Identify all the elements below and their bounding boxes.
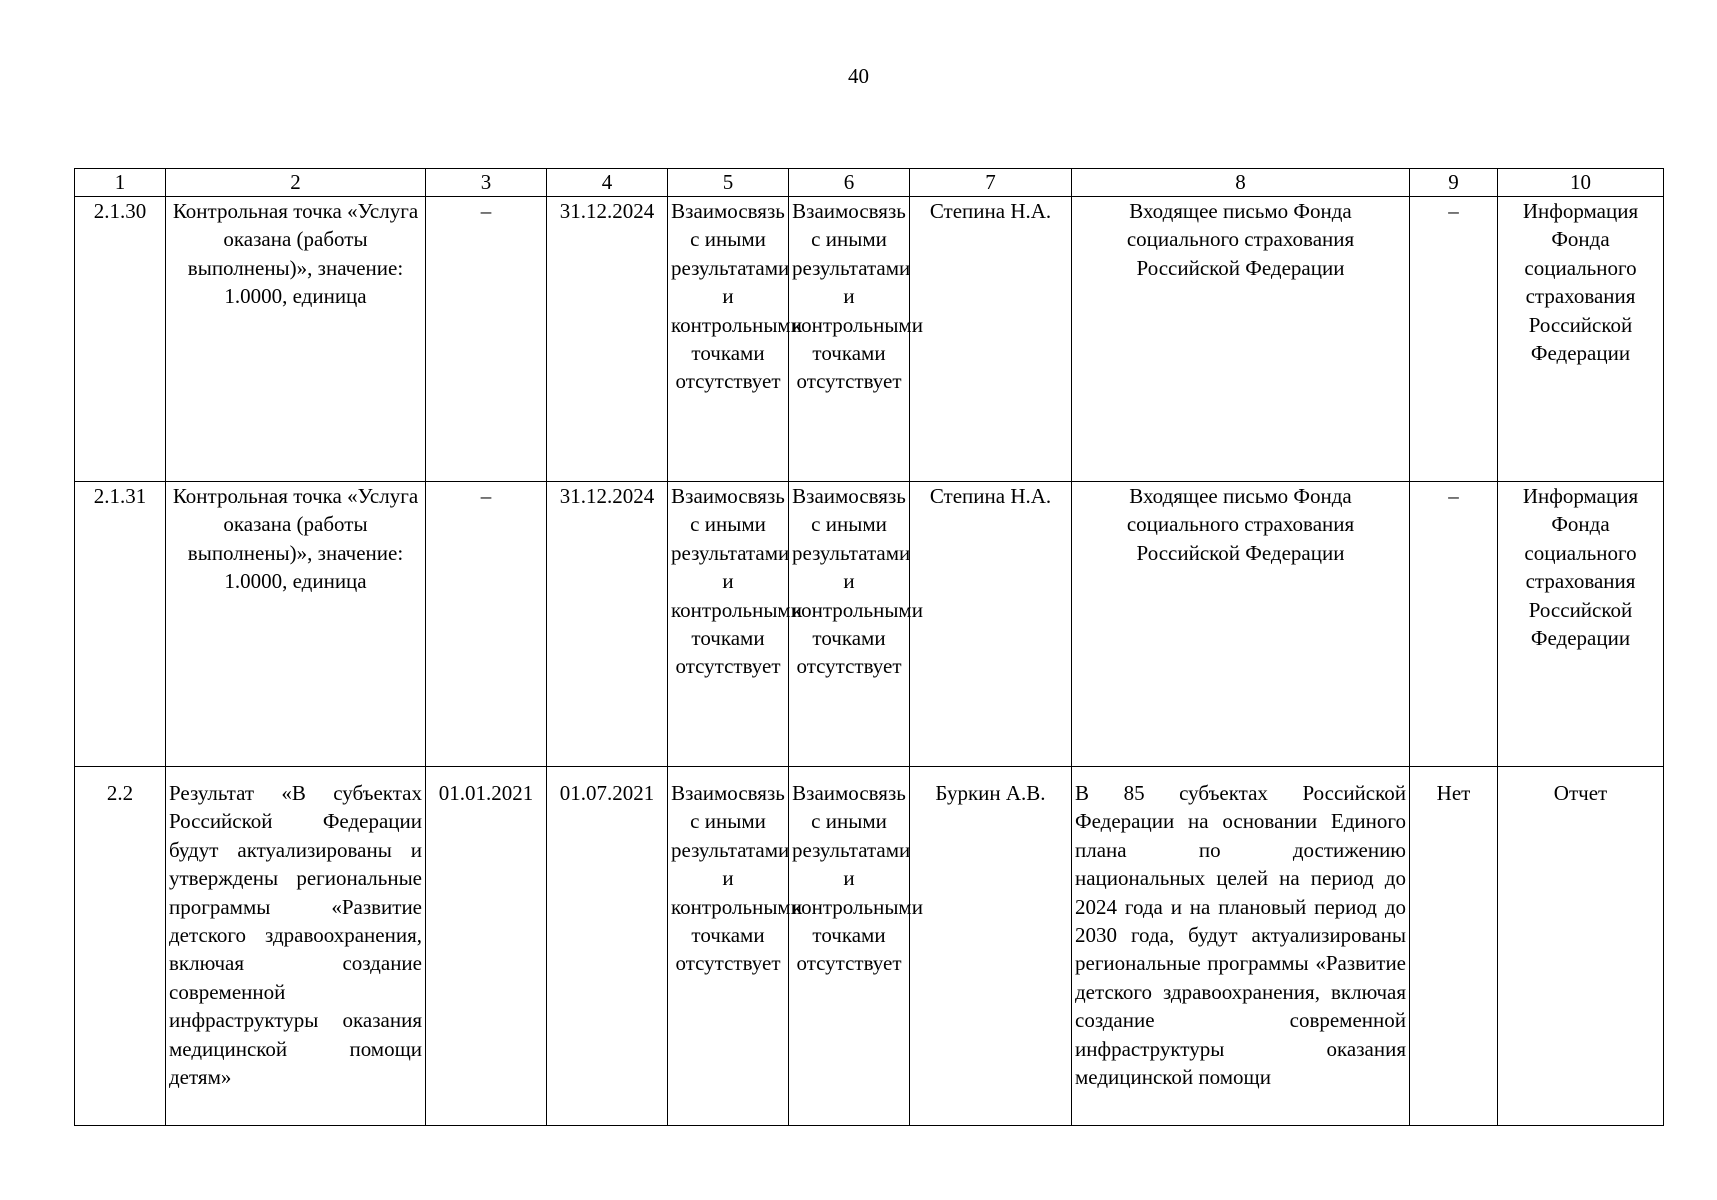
result-description: Входящее письмо Фонда социального страхования Российской Федерации xyxy=(1072,482,1410,767)
column-number: 7 xyxy=(910,169,1072,197)
table-row xyxy=(75,767,1664,1126)
item-name: Контрольная точка «Услуга оказана (работы выполнены)», значение: 1.0000, единица xyxy=(166,482,426,767)
item-name: Результат «В субъектах Российской Федерации будут актуализированы и утверждены региональные программы «Развитие детского здравоохранения, включая создание современной инфраструктуры оказания медицинской помощи детям» xyxy=(166,767,426,1126)
item-number: 2.1.31 xyxy=(75,482,166,767)
confirming-document: Информация Фонда социального страхования Российской Федерации xyxy=(1498,482,1664,767)
item-number: 2.2 xyxy=(75,767,166,1126)
item-number: 2.1.30 xyxy=(75,197,166,482)
responsible-person: Степина Н.А. xyxy=(910,482,1072,767)
result-description: В 85 субъектах Российской Федерации на основании Единого плана по достижению национальных целей на период до 2024 года и на плановый период до 2030 года, будут актуализированы региональные программы «Развитие детского здравоохранения, включая создание современной инфраструктуры оказания медицинской помощи xyxy=(1072,767,1410,1126)
column-number: 4 xyxy=(547,169,668,197)
end-date: 31.12.2024 xyxy=(547,197,668,482)
confirming-document: Информация Фонда социального страхования Российской Федерации xyxy=(1498,197,1664,482)
column-number: 2 xyxy=(166,169,426,197)
start-date: – xyxy=(426,482,547,767)
end-date: 31.12.2024 xyxy=(547,482,668,767)
responsible-person: Степина Н.А. xyxy=(910,197,1072,482)
column-number: 9 xyxy=(1410,169,1498,197)
result-description: Входящее письмо Фонда социального страхования Российской Федерации xyxy=(1072,197,1410,482)
plan-table xyxy=(74,168,1664,1126)
column-number: 10 xyxy=(1498,169,1664,197)
control-level: – xyxy=(1410,197,1498,482)
responsible-person: Буркин А.В. xyxy=(910,767,1072,1126)
end-date: 01.07.2021 xyxy=(547,767,668,1126)
start-date: 01.01.2021 xyxy=(426,767,547,1126)
column-number: 3 xyxy=(426,169,547,197)
relation-previous: Взаимосвязь с иными результатами и контрольными точками отсутствует xyxy=(668,767,789,1126)
column-number: 8 xyxy=(1072,169,1410,197)
table-row xyxy=(75,197,1664,482)
control-level: Нет xyxy=(1410,767,1498,1126)
page-number: 40 xyxy=(848,64,869,88)
column-number: 1 xyxy=(75,169,166,197)
relation-next: Взаимосвязь с иными результатами и контрольными точками отсутствует xyxy=(789,767,910,1126)
relation-previous: Взаимосвязь с иными результатами и контрольными точками отсутствует xyxy=(668,482,789,767)
relation-next: Взаимосвязь с иными результатами и контрольными точками отсутствует xyxy=(789,197,910,482)
item-name: Контрольная точка «Услуга оказана (работы выполнены)», значение: 1.0000, единица xyxy=(166,197,426,482)
start-date: – xyxy=(426,197,547,482)
column-number-row xyxy=(75,169,1664,197)
column-number: 5 xyxy=(668,169,789,197)
relation-next: Взаимосвязь с иными результатами и контрольными точками отсутствует xyxy=(789,482,910,767)
table-row xyxy=(75,482,1664,767)
control-level: – xyxy=(1410,482,1498,767)
confirming-document: Отчет xyxy=(1498,767,1664,1126)
relation-previous: Взаимосвязь с иными результатами и контрольными точками отсутствует xyxy=(668,197,789,482)
column-number: 6 xyxy=(789,169,910,197)
